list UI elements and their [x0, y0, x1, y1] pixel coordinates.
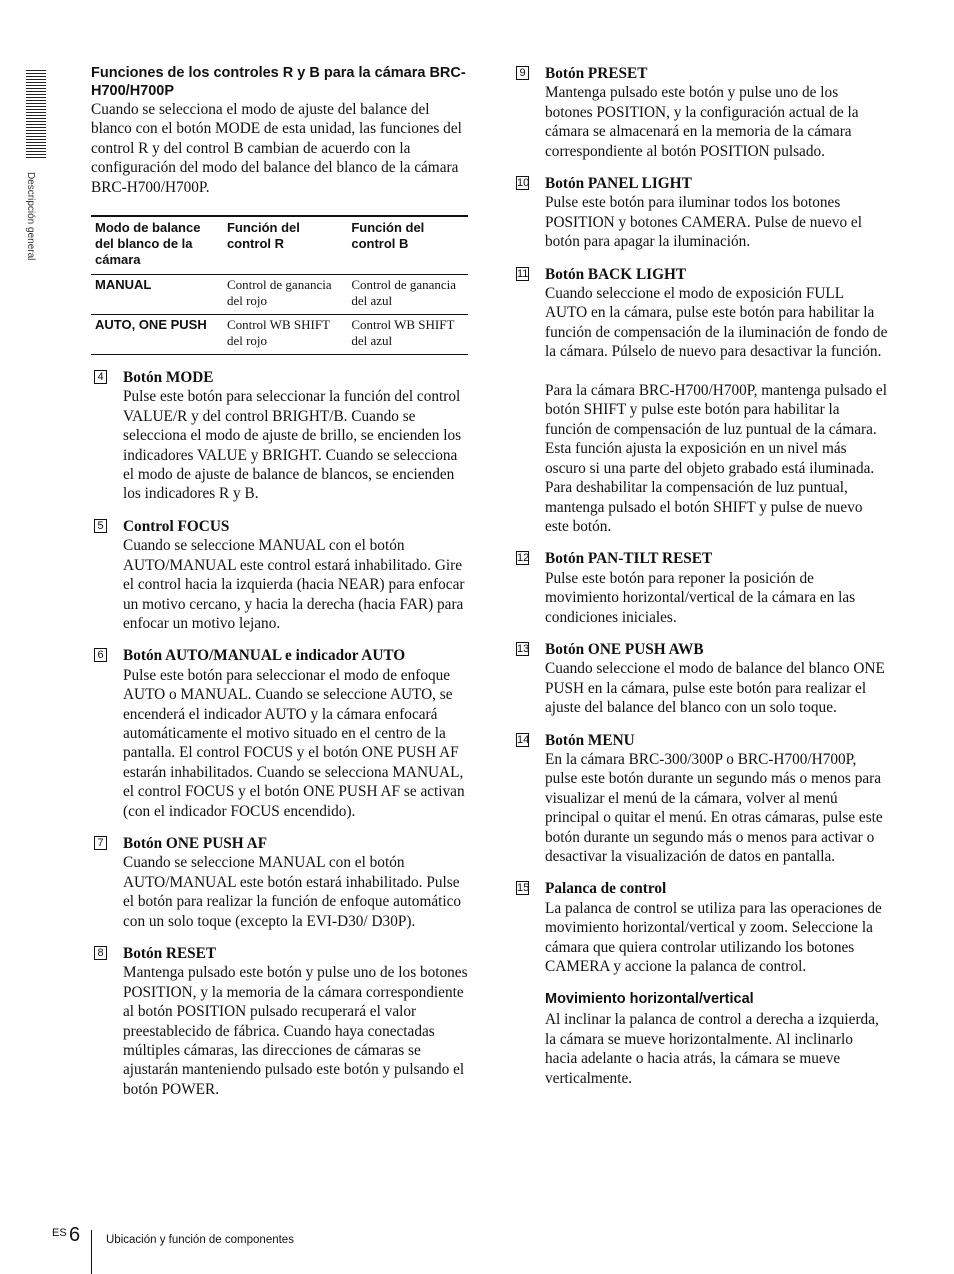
item-text: Mantenga pulsado este botón y pulse uno de los botones POSITION, y la memoria de la cámara correspondiente al botón POSITION pulsado recuperará el valor preestablecido de fábrica. Cuando haya conectadas múltiples cámaras, las direcciones de cámaras se ajustarán manteniendo pulsado este botón y pulsando el botón POWER.	[123, 964, 468, 1098]
item-text: Mantenga pulsado este botón y pulse uno de los botones POSITION, y la configuración actual de la cámara se almacenará en la memoria de la cámara correspondiente al botón POSITION pulsado.	[545, 84, 859, 160]
item-control-lever	[513, 879, 888, 1088]
item-preset-button	[513, 64, 888, 161]
item-title: Botón BACK LIGHT	[545, 265, 687, 283]
item-pan-tilt-reset-button	[513, 549, 888, 627]
item-title: Botón MODE	[123, 369, 214, 387]
item-number-box: 6	[94, 648, 107, 662]
item-back-light-button	[513, 265, 888, 537]
item-number-box: 7	[94, 836, 107, 850]
item-auto-manual-button	[91, 646, 468, 821]
item-number-box: 13	[517, 642, 530, 655]
item-title: Botón PAN-TILT RESET	[545, 550, 713, 568]
item-one-push-awb-button	[513, 640, 888, 718]
footer-section-name: Ubicación y función de componentes	[106, 1234, 294, 1246]
item-text: Cuando se seleccione MANUAL con el botón AUTO/MANUAL este control estará inhabilitado. Gire el control hacia la izquierda (hacia NEAR) para enfocar un motivo cercano, y hacia la derecha (hacia FAR) para enfocar un motivo lejano.	[123, 537, 465, 632]
item-text-extra: Para la cámara BRC-H700/H700P, mantenga pulsado el botón SHIFT y pulse este botón para habilitar la función de compensación de luz puntual de la cámara. Esta función ajusta la exposición en un nivel más oscuro si una parte del objeto grabado está iluminada. Para deshabilitar la compensación de luz puntual, mantenga pulsado el botón SHIFT y pulse de nuevo este botón.	[545, 382, 887, 535]
item-text: Pulse este botón para reponer la posición de movimiento horizontal/vertical de la cámara en las condiciones iniciales.	[545, 569, 856, 626]
item-title: Control FOCUS	[123, 517, 230, 535]
item-number-box: 8	[94, 946, 107, 960]
item-title: Botón ONE PUSH AF	[123, 834, 268, 852]
item-text: Cuando se seleccione MANUAL con el botón AUTO/MANUAL este botón estará inhabilitado. Pulse el botón para realizar la función de enfoque automático con un solo toque (excepto la EVI-D30/ D30P).	[123, 854, 462, 930]
table-header-cell: Función del control R	[226, 220, 300, 252]
section-title: Funciones de los controles R y B para la cámara BRC-H700/H700P	[91, 65, 466, 99]
subsection-text: Al inclinar la palanca de control a derecha a izquierda, la cámara se mueve horizontalmente. Al inclinarlo hacia adelante o hacia atrás, la cámara se mueve verticalmente.	[545, 1011, 879, 1087]
item-text: Cuando seleccione el modo de balance del blanco ONE PUSH en la cámara, pulse este botón para realizar el ajuste del balance del blanco con un solo toque.	[545, 660, 885, 717]
item-text: Pulse este botón para seleccionar la función del control VALUE/R y del control BRIGHT/B. Cuando se selecciona el modo de ajuste de brillo, se encienden los indicadores VALUE y BRIGHT. Cuando se selecciona el modo de ajuste de balance de blancos, se encienden los indicadores R y B.	[123, 388, 462, 503]
table-header-cell: Función del control B	[351, 220, 425, 252]
table-cell: Control de ganancia del rojo	[223, 275, 347, 315]
item-number-box: 10	[517, 177, 530, 190]
item-title: Botón ONE PUSH AWB	[545, 640, 704, 658]
item-text: En la cámara BRC-300/300P o BRC-H700/H700P, pulse este botón durante un segundo más o menos para visualizar el menú de la cámara, volver al menú principal o quitar el menú. En otras cámaras, pulse este botón durante un segundo más o menos para activar o desactivar la visualización de datos en pantalla.	[545, 750, 883, 866]
item-number-box: 15	[517, 882, 530, 895]
table-cell: AUTO, ONE PUSH	[91, 315, 223, 355]
table-header-row	[91, 216, 468, 275]
item-mode-button	[91, 368, 468, 504]
item-text: Cuando seleccione el modo de exposición FULL AUTO en la cámara, pulse este botón para habilitar la función de compensación de la iluminación de fondo de la cámara. Púlselo de nuevo para desactivar la función.	[545, 285, 888, 361]
table-cell: Control WB SHIFT del azul	[347, 315, 468, 355]
item-focus-control	[91, 517, 468, 633]
item-title: Botón AUTO/MANUAL e indicador AUTO	[123, 647, 406, 665]
right-column	[513, 64, 888, 1088]
item-panel-light-button	[513, 174, 888, 252]
item-menu-button	[513, 731, 888, 867]
item-number-box: 11	[517, 267, 529, 280]
item-text: Pulse este botón para seleccionar el modo de enfoque AUTO o MANUAL. Cuando se seleccione AUTO, se encenderá el indicador AUTO y la cámara enfocará automáticamente el motivo situado en el centro de la pantalla. El control FOCUS y el botón ONE PUSH AF estarán inhabilitados. Cuando se selecciona MANUAL, el control FOCUS y el botón ONE PUSH AF se activan (con el indicador FOCUS encendido).	[123, 666, 465, 820]
item-number-box: 5	[94, 519, 107, 533]
item-number-box: 12	[517, 552, 530, 565]
table-cell: Control WB SHIFT del rojo	[223, 315, 347, 355]
footer-divider	[91, 1230, 92, 1274]
item-text: Pulse este botón para iluminar todos los botones POSITION y botones CAMERA. Pulse de nuevo el botón para apagar la iluminación.	[545, 194, 862, 251]
intro-paragraph: Cuando se selecciona el modo de ajuste del balance del blanco con el botón MODE de esta unidad, las funciones del control R y del control B cambian de acuerdo con la configuración del modo del balance del blanco de la cámara BRC-H700/H700P.	[91, 101, 462, 196]
left-column	[91, 64, 468, 1099]
item-number-box: 9	[516, 66, 529, 80]
table-row	[91, 315, 468, 355]
item-title: Botón RESET	[123, 945, 217, 962]
white-balance-table	[91, 215, 468, 355]
item-title: Botón PANEL LIGHT	[545, 175, 692, 193]
item-number-box: 14	[517, 733, 530, 746]
table-row	[91, 275, 468, 315]
item-reset-button	[91, 944, 468, 1099]
item-title: Botón PRESET	[545, 65, 648, 82]
thumb-index-bars	[26, 70, 46, 158]
item-text: La palanca de control se utiliza para las operaciones de movimiento horizontal/vertical y zoom. Seleccione la cámara que quiera controlar utilizando los botones CAMERA y accione la palanca de control.	[545, 899, 882, 976]
footer-page-number: 6	[69, 1224, 81, 1246]
table-header-cell: Modo de balance del blanco de la cámara	[95, 220, 201, 268]
item-number-box: 4	[94, 370, 107, 384]
subsection-title: Movimiento horizontal/vertical	[545, 991, 754, 1008]
side-section-label: Descripción general	[25, 172, 36, 261]
item-title: Palanca de control	[545, 880, 667, 898]
table-cell: Control de ganancia del azul	[347, 275, 468, 315]
table-cell: MANUAL	[91, 275, 223, 315]
item-title: Botón MENU	[545, 731, 635, 749]
footer-language-code: ES	[52, 1227, 67, 1239]
item-one-push-af-button	[91, 834, 468, 931]
